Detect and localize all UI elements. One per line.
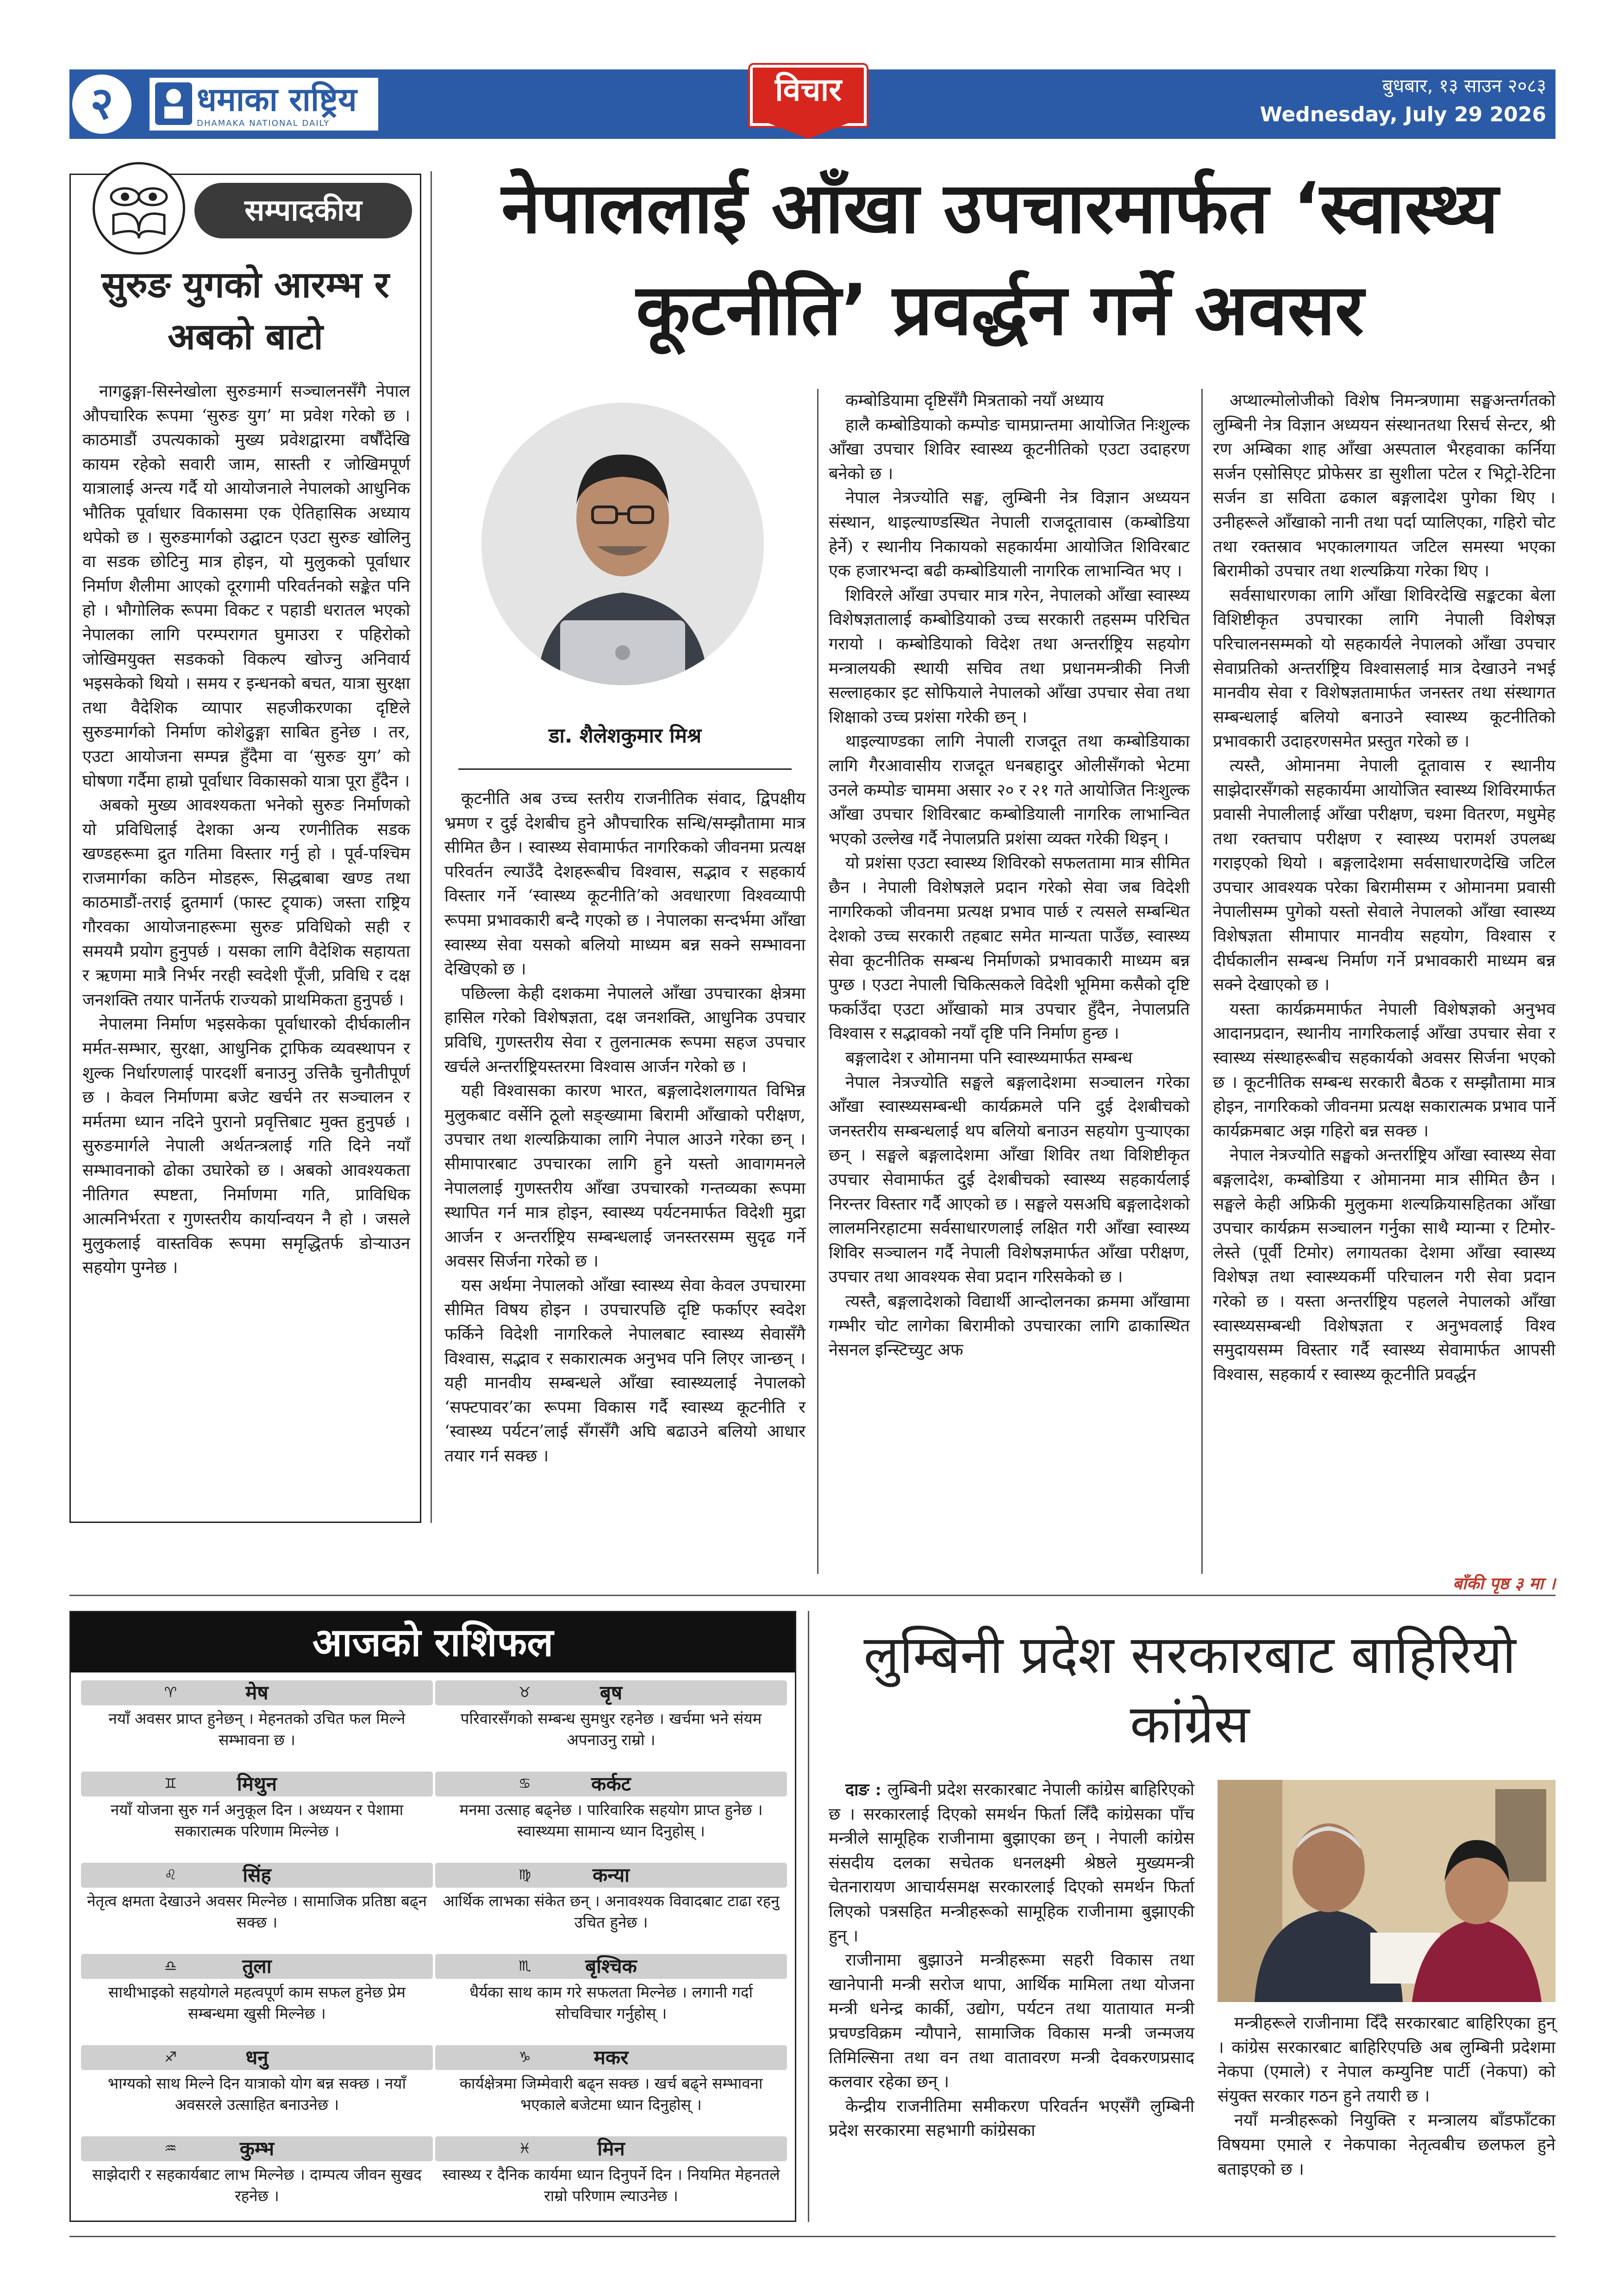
horoscope-text: आर्थिक लाभका संकेत छन् । अनावश्यक विवादबाट टाढा रहनु उचित हुनेछ ।: [443, 1892, 780, 1931]
zodiac-icon: ♋: [518, 1776, 531, 1792]
horoscope-sign: [435, 1954, 787, 1979]
logo-subtitle: DHAMAKA NATIONAL DAILY: [197, 119, 330, 128]
zodiac-icon: ♊: [164, 1776, 177, 1792]
zodiac-icon: ♏: [518, 1958, 531, 1974]
paragraph: नागढुङ्गा-सिस्नेखोला सुरुङमार्ग सञ्चालनसँगै नेपाल औपचारिक रूपमा ‘सुरुङ युग’ मा प्रवेश गरेको छ । काठमाडौं उपत्यकाको मुख्य प्रवेशद्वारमा वर्षौंदेखि कायम रहेको सवारी जाम, सास्ती र जोखिमपूर्ण यात्रालाई अन्त्य गर्दै यो आयोजनाले नेपालको आधुनिक भौतिक पूर्वाधार विकासमा एक ऐतिहासिक अध्याय थपेको छ । सुरुङमार्गको उद्घाटन एउटा सुरुङ खोलिनु वा सडक छोटिनु मात्र होइन, यो मुलुकको पूर्वाधार निर्माण शैलीमा आएको दूरगामी परिवर्तनको सङ्केत पनि हो । भौगोलिक रूपमा विकट र पहाडी धरातल भएको नेपालका लागि परम्परागत घुमाउरा र पहिरोको जोखिमयुक्त सडकको विकल्प खोज्नु अनिवार्य भइसकेको थियो । समय र इन्धनको बचत, यात्रा सुरक्षा तथा वैदेशिक व्यापार सहजीकरणका दृष्टिले सुरुङमार्गको निर्माण कोशेढुङ्गा साबित हुनेछ । तर, एउटा आयोजना सम्पन्न हुँदैमा वा ‘सुरुङ युग’ को घोषणा गर्दैमा हाम्रो पूर्वाधार विकासको यात्रा पूरा हुँदैन ।: [82, 382, 410, 791]
paragraph: यस अर्थमा नेपालको आँखा स्वास्थ्य सेवा केवल उपचारमा सीमित विषय होइन । उपचारपछि दृष्टि फर्काएर स्वदेश फर्किने विदेशी नागरिकले नेपालबाट स्वास्थ्य सेवासँगै विश्वास, सद्भाव र सकारात्मक अनुभव पनि लिएर जान्छन् । यही मानवीय सम्बन्धले आँखा स्वास्थ्यलाई नेपालको ‘सफ्टपावर’का रूपमा विकास गर्दै स्वास्थ्य कूटनीति र ‘स्वास्थ्य पर्यटन’लाई सँगसँगै अघि बढाउने बलियो आधार तयार गर्न सक्छ ।: [444, 1276, 806, 1466]
horoscope-text: स्वास्थ्य र दैनिक कार्यमा ध्यान दिनुपर्ने दिन । नियमित मेहनतले राम्रो परिणाम ल्याउनेछ ।: [442, 2165, 780, 2205]
bottom-rule: [69, 2236, 1555, 2237]
zodiac-icon: ♍: [518, 1867, 531, 1883]
date-english: Wednesday, July 29 2026: [1260, 103, 1546, 126]
horoscope-text: मनमा उत्साह बढ्नेछ । पारिवारिक सहयोग प्राप्त हुनेछ । स्वास्थ्यमा सामान्य ध्यान दिनुहोस् ।: [459, 1801, 763, 1840]
author-name: डा. शैलेशकुमार मिश्र: [548, 724, 702, 748]
horoscope-sign: [81, 1680, 433, 1705]
horoscope-sign-name: कर्कट: [591, 1772, 631, 1795]
horoscope-item: [435, 2045, 787, 2115]
zodiac-icon: ♉: [518, 1685, 531, 1701]
zodiac-icon: ♒: [164, 2140, 177, 2157]
horoscope-sign: [435, 2045, 787, 2070]
zodiac-icon: ♓: [518, 2140, 531, 2157]
horoscope-sign-name: तुला: [242, 1955, 272, 1978]
article-column-2: [829, 389, 1190, 1363]
zodiac-icon: ♐: [164, 2049, 177, 2065]
horoscope-text: साथीभाइको सहयोगले महत्वपूर्ण काम सफल हुनेछ प्रेम सम्बन्धमा खुसी मिल्नेछ ।: [108, 1983, 406, 2022]
horoscope-sign: [81, 2136, 433, 2161]
horoscope-item: [81, 1680, 433, 1751]
paragraph: दाङ : लुम्बिनी प्रदेश सरकारबाट नेपाली कांग्रेस बाहिरिएको छ । सरकारलाई दिएको समर्थन फिर्ता लिँदै कांग्रेसका पाँच मन्त्रीले सामूहिक राजीनामा बुझाएका छन् । नेपाली कांग्रेस संसदीय दलका सचेतक धनलक्ष्मी श्रेष्ठले मुख्यमन्त्री चेतनारायण आचार्यसमक्ष सरकारलाई दिएको समर्थन फिर्ता लिएको पत्रसहित मन्त्रीहरूको सामूहिक राजीनामा बुझाएकी हुन् ।: [829, 1780, 1194, 1946]
editorial-label: सम्पादकीय: [244, 193, 362, 228]
horoscope-item: [81, 1863, 433, 1933]
section-divider: [69, 1595, 1555, 1596]
horoscope-sign: [81, 2045, 433, 2070]
horoscope-sign-name: मिन: [597, 2137, 625, 2160]
horoscope-item: [81, 2045, 433, 2115]
continued-note: बाँकी पृष्ठ ३ मा ।: [1453, 1574, 1555, 1593]
horoscope-sign-name: मेष: [245, 1681, 269, 1704]
horoscope-text: भाग्यको साथ मिल्ने दिन यात्राको योग बन्न सक्छ । नयाँ अवसरले उत्साहित बनाउनेछ ।: [107, 2074, 406, 2114]
paragraph: मन्त्रीहरूले राजीनामा दिँदै सरकारबाट बाहिरिएका हुन् । कांग्रेस सरकारबाट बाहिरिएपछि अब लुम्बिनी प्रदेशमा नेकपा (एमाले) र नेपाल कम्युनिष्ट पार्टी (नेकपा) को संयुक्त सरकार गठन हुने तयारी छ ।: [1218, 2014, 1555, 2106]
horoscope-sign: [435, 2136, 787, 2161]
horoscope-title: आजको राशिफल: [312, 1620, 554, 1665]
horoscope-text: नयाँ योजना सुरु गर्न अनुकूल दिन । अध्ययन र पेशामा सकारात्मक परिणाम मिल्नेछ ।: [110, 1801, 404, 1840]
horoscope-sign: [435, 1680, 787, 1705]
story-photo: [1218, 1780, 1555, 2002]
horoscope-item: [435, 1954, 787, 2024]
paragraph: कूटनीति अब उच्च स्तरीय राजनीतिक संवाद, द्विपक्षीय भ्रमण र दुई देशबीच हुने औपचारिक सन्धि/सम्झौतामा मात्र सीमित छैन । स्वास्थ्य सेवामार्फत नागरिकको जीवनमा प्रत्यक्ष परिवर्तन ल्याउँदै देशहरूबीच विश्वास, सद्भाव र सहकार्य विस्तार गर्ने ‘स्वास्थ्य कूटनीति’को अवधारणा विश्वव्यापी रूपमा प्रभावकारी बन्दै गएको छ । नेपालका सन्दर्भमा आँखा स्वास्थ्य सेवा यसको बलियो माध्यम बन्न सक्ने सम्भावना देखिएको छ ।: [444, 789, 806, 979]
horoscope-sign-name: धनु: [245, 2046, 269, 2069]
horoscope-item: [435, 1772, 787, 1842]
horoscope-item: [435, 1863, 787, 1933]
horoscope-sign: [81, 1863, 433, 1888]
horoscope-sign-name: बृष: [600, 1681, 623, 1704]
horoscope-text: परिवारसँगको सम्बन्ध सुमधुर रहनेछ । खर्चमा भने संयम अपनाउनु राम्रो ।: [460, 1710, 762, 1749]
paragraph: कम्बोडियामा दृष्टिसँगै मित्रताको नयाँ अध्याय: [845, 391, 1104, 410]
logo-emblem-icon: [155, 82, 192, 125]
caption-divider: [458, 768, 792, 770]
paragraph: अबको मुख्य आवश्यकता भनेको सुरुङ निर्माणको यो प्रविधिलाई देशका अन्य रणनीतिक सडक खण्डहरूमा द्रुत गतिमा विस्तार गर्नु हो । पूर्व-पश्चिम राजमार्गका कठिन मोडहरू, सिद्धबाबा खण्ड तथा काठमाडौं-तराई द्रुतमार्ग (फास्ट ट्र्याक) जस्ता राष्ट्रिय गौरवका आयोजनाहरूमा सुरुङ प्रविधिको सही र समयमै प्रयोग हुनुपर्छ । यसका लागि वैदेशिक सहायता र ऋणमा मात्रै निर्भर नरही स्वदेशी पूँजी, प्रविधि र दक्ष जनशक्ति तयार पार्नेतर्फ राज्यको प्राथमिकता हुनुपर्छ ।: [82, 796, 410, 1010]
horoscope-sign-name: सिंह: [243, 1864, 271, 1886]
editorial-title: सुरुङ युगको आरम्भ र अबको बाटो: [101, 264, 389, 358]
paragraph: राजीनामा बुझाउने मन्त्रीहरूमा सहरी विकास तथा खानेपानी मन्त्री सरोज थापा, आर्थिक मामिला तथा योजना मन्त्री धनेन्द्र कार्की, उद्योग, पर्यटन तथा यातायात मन्त्री प्रचण्डविक्रम न्यौपाने, सामाजिक विकास मन्त्री जन्मजय तिमिल्सिना तथा वन तथा वातावरण मन्त्री देवकरणप्रसाद कलवार रहेका छन् ।: [829, 1951, 1194, 2092]
date-nepali: बुधबार, १३ साउन २०८३: [1382, 75, 1546, 97]
paragraph: थाइल्याण्डका लागि नेपाली राजदूत तथा कम्बोडियाका लागि गैरआवासीय राजदूत धनबहादुर ओलीसँगको भेटमा उनले कम्पोङ चाममा असार २० र २१ गते आयोजित निःशुल्क आँखा उपचार शिविरबाट कम्बोडियाली नागरिक लाभान्वित भएको उल्लेख गर्दै नेपालप्रति प्रशंसा व्यक्त गरेकी थिइन् ।: [829, 732, 1190, 849]
column-rule: [1201, 389, 1203, 1574]
page-number: २: [69, 72, 134, 137]
horoscope-item: [435, 2136, 787, 2207]
column-rule: [808, 1611, 809, 2222]
horoscope-sign-name: मकर: [593, 2046, 629, 2069]
horoscope-sign-name: कुम्भ: [239, 2137, 275, 2160]
editorial-body: [82, 380, 410, 1280]
horoscope-item: [435, 1680, 787, 1751]
author-photo: [481, 403, 764, 685]
paragraph: नेपाल नेत्रज्योति सङ्घको अन्तर्राष्ट्रिय आँखा स्वास्थ्य सेवा बङ्गलादेश, कम्बोडिया र ओमानमा मात्र सीमित छैन । सङ्घले केही अफ्रिकी मुलुकमा शल्यक्रियासहितका आँखा उपचार कार्यक्रम सञ्चालन गर्नुका साथै म्यान्मा र टिमोर-लेस्ते (पूर्वी टिमोर) लगायतका देशमा आँखा स्वास्थ्य विशेषज्ञ तथा स्वास्थ्यकर्मी परिचालन गरी सेवा प्रदान गरेको छ । यस्ता अन्तर्राष्ट्रिय पहलले नेपालको आँखा स्वास्थ्यसम्बन्धी विशेषज्ञता र अनुभवलाई विश्व समुदायसम्म विस्तार गर्दै स्वास्थ्य सेवामार्फत आपसी विश्वास, सहकार्य र स्वास्थ्य कूटनीति प्रवर्द्धन: [1213, 1146, 1555, 1384]
zodiac-icon: ♑: [518, 2049, 531, 2065]
horoscope-text: साझेदारी र सहकार्यबाट लाभ मिल्नेछ । दाम्पत्य जीवन सुखद रहनेछ ।: [92, 2165, 422, 2205]
horoscope-sign: [435, 1863, 787, 1888]
paragraph: यो प्रशंसा एउटा स्वास्थ्य शिविरको सफलतामा मात्र सीमित छैन । नेपाली विशेषज्ञले प्रदान गरेको सेवा जब विदेशी नागरिकको जीवनमा प्रत्यक्ष प्रभाव पार्छ र त्यसले सम्बन्धित देशको उच्च सरकारी तहबाट समेत मान्यता पाउँछ, स्वास्थ्य सेवा कूटनीतिक सम्बन्ध निर्माणको प्रभावकारी माध्यम बन्न पुग्छ । एउटा नेपाली चिकित्सकले विदेशी भूमिमा कसैको दृष्टि फर्काउँदा एउटा आँखाको मात्र उपचार हुँदैन, नेपालप्रति विश्वास र सद्भावको नयाँ दृष्टि पनि निर्माण हुन्छ ।: [829, 854, 1190, 1043]
story-headline: लुम्बिनी प्रदेश सरकारबाट बाहिरियो कांग्रेस: [863, 1624, 1516, 1755]
paragraph: केन्द्रीय राजनीतिमा समीकरण परिवर्तन भएसँगै लुम्बिनी प्रदेश सरकारमा सहभागी कांग्रेसका: [829, 2096, 1194, 2140]
horoscope-sign-name: कन्या: [593, 1864, 630, 1886]
story-body: [829, 1778, 1194, 2143]
story-dateline: दाङ :: [845, 1780, 888, 1799]
paragraph: नेपाल नेत्रज्योति सङ्घले बङ्गलादेशमा सञ्चालन गरेका आँखा स्वास्थ्यसम्बन्धी कार्यक्रमले पनि दुई देशबीचको जनस्तरीय सम्बन्धलाई थप बलियो बनाउन सहयोग पुऱ्याएका छन् । सङ्घले बङ्गलादेशमा आँखा शिविर तथा विशिष्टीकृत उपचार सेवामार्फत दुई देशबीचको स्वास्थ्य सहकार्यलाई निरन्तर विस्तार गर्दै आएको छ । सङ्घले यसअघि बङ्गलादेशको लालमनिरहाटमा सर्वसाधारणलाई लक्षित गरी आँखा स्वास्थ्य शिविर सञ्चालन गर्दै नेपाली विशेषज्ञमार्फत आँखा परीक्षण, उपचार तथा आवश्यक सेवा प्रदान गरिसकेको छ ।: [829, 1073, 1190, 1287]
paragraph: यस्ता कार्यक्रममार्फत नेपाली विशेषज्ञको अनुभव आदानप्रदान, स्थानीय नागरिकलाई आँखा उपचार सेवा र स्वास्थ्य संस्थाहरूबीच सहकार्यको अवसर सिर्जना भएको छ । कूटनीतिक सम्बन्ध सरकारी बैठक र सम्झौतामा मात्र होइन, नागरिकको जीवनमा प्रत्यक्ष सकारात्मक प्रभाव पार्ने कार्यक्रमबाट अझ गहिरो बन्न सक्छ ।: [1213, 999, 1555, 1141]
section-tag-tip: [768, 123, 848, 139]
horoscope-text: कार्यक्षेत्रमा जिम्मेवारी बढ्न सक्छ । खर्च बढ्ने सम्भावना भएकाले बजेटमा ध्यान दिनुहोस् ।: [459, 2074, 763, 2114]
article-headline: नेपाललाई आँखा उपचारमार्फत ‘स्वास्थ्य कूटनीति’ प्रवर्द्धन गर्ने अवसर: [501, 167, 1499, 351]
section-label: विचार: [775, 72, 842, 108]
paragraph: नेपालमा निर्माण भइसकेका पूर्वाधारको दीर्घकालीन मर्मत-सम्भार, सुरक्षा, आधुनिक ट्राफिक व्यवस्थापन र शुल्क निर्धारणलाई पारदर्शी बनाउनु उत्तिकै चुनौतीपूर्ण छ । केवल निर्माणमा बजेट खर्चने तर सञ्चालन र मर्मतमा ध्यान नदिने पुरानो प्रवृत्तिबाट मुक्त हुनुपर्छ । सुरुङमार्गले नेपाली अर्थतन्त्रलाई गति दिने नयाँ सम्भावनाको ढोका उघारेको छ । अबको आवश्यकता नीतिगत स्पष्टता, निर्माणमा गति, प्राविधिक आत्मनिर्भरता र गुणस्तरीय कार्यान्वयन नै हो । जसले मुलुकलाई वास्तविक रूपमा समृद्धितर्फ डोऱ्याउन सहयोग पुग्नेछ ।: [82, 1015, 410, 1278]
paragraph: त्यस्तै, ओमानमा नेपाली दूतावास र स्थानीय साझेदारसँगको सहकार्यमा आयोजित स्वास्थ्य शिविरमार्फत प्रवासी नेपालीलाई आँखा परीक्षण, चश्मा वितरण, मधुमेह तथा रक्तचाप परीक्षण र स्वास्थ्य परामर्श उपलब्ध गराइएको थियो । बङ्गलादेशमा सर्वसाधारणदेखि जटिल उपचार आवश्यक परेका बिरामीसम्म र ओमानमा प्रवासी नेपालीसम्म पुगेको यस्तो सेवाले नेपालको आँखा स्वास्थ्य विशेषज्ञता सीमापार मानवीय सहयोग, विश्वास र दीर्घकालीन सम्बन्ध निर्माण गर्ने प्रभावकारी माध्यम बन्न सक्ने देखाएको छ ।: [1213, 756, 1555, 995]
paragraph: सर्वसाधारणका लागि आँखा शिविरदेखि सङ्कटका बेला विशिष्टीकृत उपचारका लागि नेपाली विशेषज्ञ परिचालनसम्मको यो सहकार्यले नेपालको आँखा उपचार सेवाप्रतिको अन्तर्राष्ट्रिय विश्वासलाई मात्र देखाउने नभई मानवीय सेवा र विशेषज्ञतामार्फत जनस्तर तथा संस्थागत सम्बन्धलाई बलियो बनाउने स्वास्थ्य कूटनीतिको प्रभावकारी उदाहरणसमेत प्रस्तुत गरेको छ ।: [1213, 586, 1555, 751]
paragraph: बङ्गलादेश र ओमानमा पनि स्वास्थ्यमार्फत सम्बन्ध: [845, 1048, 1133, 1068]
paragraph: अप्थाल्मोलोजीको विशेष निमन्त्रणामा सङ्घअन्तर्गतको लुम्बिनी नेत्र विज्ञान अध्ययन संस्थानतथा रिसर्च सेन्टर, श्री रण अम्बिका शाह आँखा अस्पताल भैरहवाका कर्निया सर्जन एसोसिएट प्रोफेसर डा सुशीला पटेल र भिट्रो-रेटिना सर्जन डा सविता ढकाल बङ्गलादेश पुगेका थिए । उनीहरूले आँखाको नानी तथा पर्दा प्यालिएका, गहिरो चोट तथा रक्तस्राव भएकालगायत जटिल समस्या भएका बिरामीको उपचार तथा शल्यक्रिया गरेका थिए ।: [1213, 391, 1555, 581]
paragraph: शिविरले आँखा उपचार मात्र गरेन, नेपालको आँखा स्वास्थ्य विशेषज्ञतालाई कम्बोडियाको उच्च सरकारी तहसम्म परिचित गरायो । कम्बोडियाको विदेश तथा अन्तर्राष्ट्रिय सहयोग मन्त्रालयकी स्थायी सचिव तथा प्रधानमन्त्रीकी निजी सल्लाहकार इट सोफियाले नेपालको आँखा उपचार सेवा तथा शिक्षाको उच्च प्रशंसा गरेकी छन् ।: [829, 586, 1190, 727]
horoscope-item: [81, 1772, 433, 1842]
column-rule: [431, 171, 432, 1523]
eyes-book-icon: [93, 162, 185, 255]
logo-text: धमाका राष्ट्रिय: [197, 81, 357, 119]
horoscope-sign-name: मिथुन: [237, 1772, 277, 1795]
horoscope-text: नेतृत्व क्षमता देखाउने अवसर मिल्नेछ । सामाजिक प्रतिष्ठा बढ्न सक्छ ।: [87, 1892, 427, 1931]
article-column-1: [444, 787, 806, 1469]
horoscope-item: [81, 1954, 433, 2024]
paragraph: पछिल्ला केही दशकमा नेपालले आँखा उपचारका क्षेत्रमा हासिल गरेको विशेषज्ञता, दक्ष जनशक्ति, आधुनिक उपचार प्रविधि, गुणस्तरीय सेवा र तुलनात्मक रूपमा सहज उपचार खर्चले अन्तर्राष्ट्रियस्तरमा विश्वास आर्जन गरेको छ ।: [444, 984, 806, 1076]
column-rule: [817, 389, 818, 1574]
zodiac-icon: ♈: [164, 1685, 177, 1701]
zodiac-icon: ♌: [164, 1867, 177, 1883]
story-photo-caption: [1218, 2011, 1555, 2182]
horoscope-sign: [81, 1772, 433, 1797]
paragraph: नेपाल नेत्रज्योति सङ्घ, लुम्बिनी नेत्र विज्ञान अध्ययन संस्थान, थाइल्याण्डस्थित नेपाली राजदूतावास (कम्बोडिया हेर्ने) र स्थानीय निकायको सहकार्यमा आयोजित शिविरबाट एक हजारभन्दा बढी कम्बोडियाली नागरिक लाभान्वित भए ।: [829, 488, 1190, 581]
paragraph: यही विश्वासका कारण भारत, बङ्गलादेशलगायत विभिन्न मुलुकबाट वर्सेनि ठूलो सङ्ख्यामा बिरामी आँखाको परीक्षण, उपचार तथा शल्यक्रियाका लागि नेपाल आउने गरेका छन् । सीमापारबाट उपचारका लागि हुने यस्तो आवागमनले नेपाललाई गुणस्तरीय आँखा उपचारको गन्तव्यका रूपमा स्थापित गर्न मात्र होइन, स्वास्थ्य पर्यटनमार्फत विदेशी मुद्रा आर्जन र अन्तर्राष्ट्रिय सम्बन्धलाई जनस्तरसम्म सुदृढ गर्ने अवसर सिर्जना गरेको छ ।: [444, 1081, 806, 1271]
horoscope-text: धैर्यका साथ काम गरे सफलता मिल्नेछ । लगानी गर्दा सोचविचार गर्नुहोस् ।: [469, 1983, 753, 2022]
horoscope-sign-name: बृश्चिक: [585, 1955, 637, 1978]
horoscope-sign: [81, 1954, 433, 1979]
horoscope-text: नयाँ अवसर प्राप्त हुनेछन् । मेहनतको उचित फल मिल्ने सम्भावना छ ।: [108, 1710, 406, 1749]
article-column-3: [1213, 389, 1555, 1387]
paragraph: नयाँ मन्त्रीहरूको नियुक्ति र मन्त्रालय बाँडफाँटका विषयमा एमाले र नेकपाका नेतृत्वबीच छलफल हुने बताइएको छ ।: [1218, 2111, 1555, 2179]
horoscope-item: [81, 2136, 433, 2207]
paragraph: त्यस्तै, बङ्गलादेशको विद्यार्थी आन्दोलनका क्रममा आँखामा गम्भीर चोट लागेका बिरामीको उपचारका लागि ढाकास्थित नेसनल इन्स्टिच्युट अफ: [829, 1292, 1190, 1360]
paragraph: हालै कम्बोडियाको कम्पोङ चामप्रान्तमा आयोजित निःशुल्क आँखा उपचार शिविर स्वास्थ्य कूटनीतिको एउटा उदाहरण बनेको छ ।: [829, 415, 1190, 483]
zodiac-icon: ♎: [164, 1958, 177, 1974]
horoscope-sign: [435, 1772, 787, 1797]
